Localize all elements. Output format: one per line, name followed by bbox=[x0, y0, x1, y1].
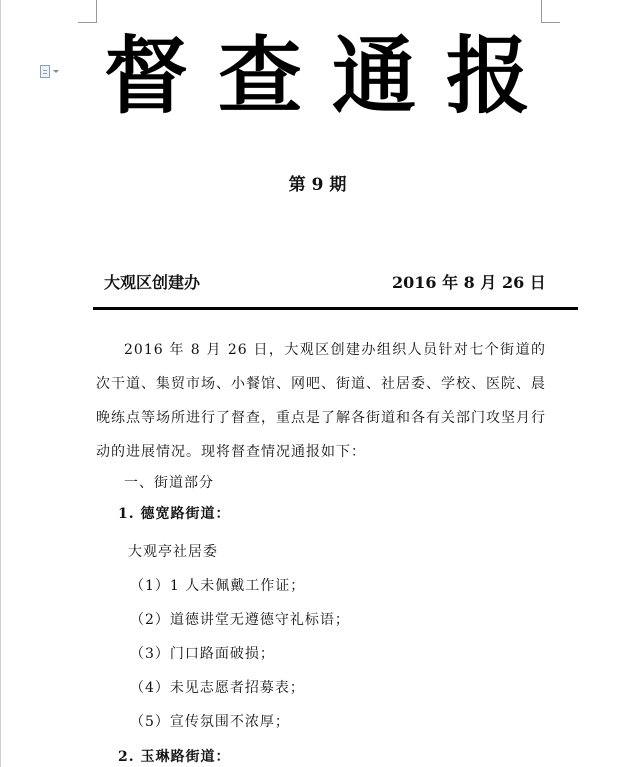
margin-corner-top-right bbox=[541, 0, 560, 23]
subsection-heading: 2. 玉琳路街道： bbox=[118, 749, 231, 765]
issue-number: 第 9 期 bbox=[288, 175, 347, 195]
issuing-organization: 大观区创建办 bbox=[104, 273, 201, 292]
document-options-icon[interactable] bbox=[40, 64, 64, 78]
subsection-heading: 1. 德宽路街道： bbox=[118, 506, 231, 522]
margin-corner-top-left bbox=[78, 0, 97, 23]
list-item: （2）道德讲堂无遵德守礼标语； bbox=[130, 612, 350, 628]
issue-date: 2016 年 8 月 26 日 bbox=[392, 273, 546, 292]
chevron-down-icon bbox=[53, 70, 59, 73]
document-icon bbox=[40, 65, 50, 78]
page-left-edge bbox=[0, 0, 1, 767]
list-item: （5）宣传氛围不浓厚； bbox=[130, 714, 290, 730]
intro-paragraph: 2016 年 8 月 26 日，大观区创建办组织人员针对七个街道的次干道、集贸市场、小餐馆、网吧、街道、社居委、学校、医院、晨晚练点等场所进行了督查，重点是了解各街道和各有关部门攻坚月行动的进展情况。现将督查情况通报如下： bbox=[96, 342, 546, 460]
document-title: 督查通报 bbox=[104, 27, 561, 125]
list-item: （4）未见志愿者招募表； bbox=[130, 680, 305, 696]
list-item: （3）门口路面破损； bbox=[130, 646, 275, 662]
unit-name: 大观亭社居委 bbox=[128, 544, 218, 560]
header-divider bbox=[93, 307, 578, 310]
list-item: （1）1 人未佩戴工作证； bbox=[130, 578, 306, 594]
section-heading: 一、街道部分 bbox=[124, 475, 214, 491]
